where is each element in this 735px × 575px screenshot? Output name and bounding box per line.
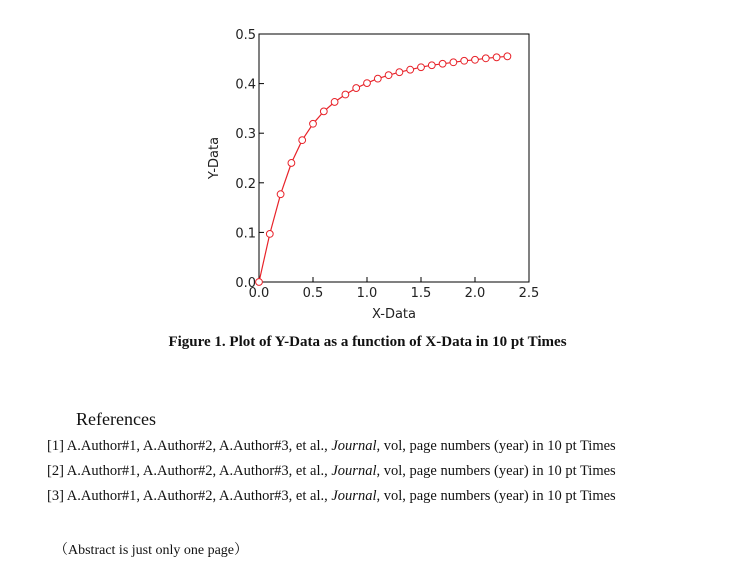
reference-authors: A.Author#1, A.Author#2, A.Author#3, et al., [66,488,328,504]
reference-number: [2] [47,463,64,479]
data-point [288,160,295,167]
series-points [256,53,511,285]
y-tick-label: 0.2 [235,176,256,192]
reference-authors: A.Author#1, A.Author#2, A.Author#3, et al., [66,463,328,479]
reference-journal: Journal [331,463,377,479]
x-tick-label: 1.0 [356,286,378,301]
y-tick-label: 0.3 [235,127,256,143]
series-line [259,56,507,282]
data-point [461,57,468,64]
x-axis-label: X-Data [372,307,416,322]
data-point [472,56,479,63]
plot-frame [259,34,529,282]
y-tick-label: 0.4 [235,77,256,93]
data-point [450,59,457,66]
reference-item [47,488,616,505]
reference-journal: Journal [331,438,377,454]
data-point [331,99,338,106]
abstract-note: （Abstract is just only one page） [54,543,249,558]
y-axis [235,28,264,291]
data-point [504,53,511,60]
y-tick-label: 0.1 [235,226,256,242]
data-point [482,55,489,62]
data-point [439,60,446,67]
reference-details: , vol, page numbers (year) in 10 pt Times [376,463,616,479]
reference-details: , vol, page numbers (year) in 10 pt Times [376,438,616,454]
data-point [277,191,284,198]
data-point [310,120,317,127]
reference-journal: Journal [331,488,377,504]
x-tick-label: 0.0 [248,286,270,301]
data-point [385,72,392,79]
data-point [374,75,381,82]
y-tick-label: 0.5 [235,28,256,43]
figure-caption: Figure 1. Plot of Y-Data as a function of X-Data in 10 pt Times [168,334,567,350]
x-tick-label: 1.5 [410,286,432,301]
data-point [353,85,360,92]
data-point [342,91,349,98]
reference-item [47,463,616,480]
x-tick-label: 2.5 [518,286,540,301]
x-tick-label: 2.0 [464,286,486,301]
reference-authors: A.Author#1, A.Author#2, A.Author#3, et al., [66,438,328,454]
reference-number: [3] [47,488,64,504]
data-point [428,62,435,69]
data-point [320,108,327,115]
reference-details: , vol, page numbers (year) in 10 pt Times [376,488,616,504]
data-point [407,66,414,73]
y-tick-label: 0.0 [235,276,256,291]
data-point [364,80,371,87]
data-point [396,69,403,76]
reference-item [47,438,616,455]
data-point [299,137,306,144]
data-point [266,230,273,237]
data-point [493,54,500,61]
reference-number: [1] [47,438,64,454]
x-tick-label: 0.5 [302,286,324,301]
data-point [418,64,425,71]
x-axis [249,277,540,301]
data-point [256,279,263,286]
y-axis-label: Y-Data [207,136,222,180]
references-heading: References [76,409,156,429]
